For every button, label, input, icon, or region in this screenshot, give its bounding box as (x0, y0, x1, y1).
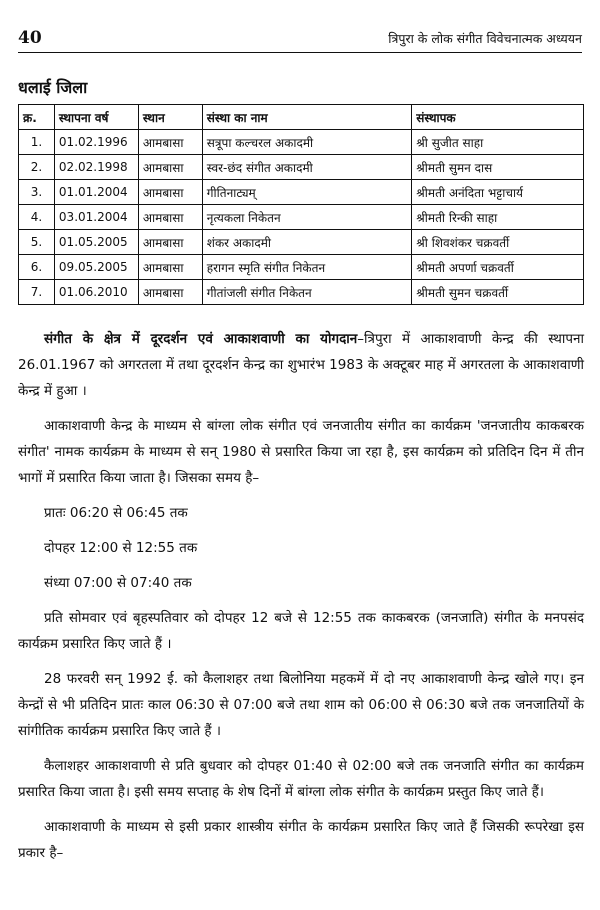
cell-institution: सत्रूपा कल्चरल अकादमी (202, 130, 412, 155)
col-place: स्थान (138, 105, 202, 130)
paragraph-text: –त्रिपुरा में आकाशवाणी केन्द्र की स्थापना 26.01.1967 को अगरतला में तथा दूरदर्शन केन्द्र का शुभारंभ 1983 के अक्टूबर माह में अगरतला के आकाशवाणी केन्द्र में हुआ । (18, 331, 584, 399)
schedule-noon: दोपहर 12:00 से 12:55 तक (44, 540, 198, 556)
table-row (19, 230, 584, 255)
cell-place: आमबासा (138, 205, 202, 230)
cell-place: आमबासा (138, 155, 202, 180)
schedule-morning: प्रातः 06:20 से 06:45 तक (44, 505, 188, 521)
cell-serial: 2. (19, 155, 55, 180)
table-row (19, 130, 584, 155)
cell-serial: 7. (19, 280, 55, 305)
col-serial: क्र. (19, 105, 55, 130)
cell-founder: श्रीमती सुमन दास (412, 155, 584, 180)
cell-serial: 5. (19, 230, 55, 255)
cell-founder: श्रीमती सुमन चक्रवर्ती (412, 280, 584, 305)
body-text (18, 326, 584, 875)
table-header-row (19, 105, 584, 130)
cell-serial: 1. (19, 130, 55, 155)
cell-place: आमबासा (138, 130, 202, 155)
cell-founder: श्री सुजीत साहा (412, 130, 584, 155)
table-row (19, 205, 584, 230)
cell-founder: श्रीमती अपर्णा चक्रवर्ती (412, 255, 584, 280)
cell-place: आमबासा (138, 280, 202, 305)
cell-serial: 4. (19, 205, 55, 230)
cell-place: आमबासा (138, 230, 202, 255)
page-number: 40 (18, 28, 42, 48)
cell-founder: श्रीमती रिन्की साहा (412, 205, 584, 230)
cell-serial: 3. (19, 180, 55, 205)
col-institution: संस्था का नाम (202, 105, 412, 130)
section-heading: संगीत के क्षेत्र में दूरदर्शन एवं आकाशवाणी का योगदान (44, 331, 358, 347)
schedule-evening: संध्या 07:00 से 07:40 तक (44, 575, 192, 591)
cell-established: 01.05.2005 (54, 230, 138, 255)
running-title: त्रिपुरा के लोक संगीत विवेचनात्मक अध्ययन (388, 31, 582, 46)
cell-serial: 6. (19, 255, 55, 280)
header-rule (18, 52, 582, 53)
paragraph: 28 फरवरी सन् 1992 ई. को कैलाशहर तथा बिलोनिया महकमें में दो नए आकाशवाणी केन्द्र खोले गए। इन केन्द्रों से भी प्रतिदिन प्रातः काल 06:30 से 07:00 बजे तथा शाम को 06:00 से 06:30 बजे तक जनजातियों के सांगीतिक कार्यक्रम प्रसारित किए जाते हैं । (18, 671, 584, 739)
cell-established: 03.01.2004 (54, 205, 138, 230)
paragraph (18, 326, 584, 404)
cell-founder: श्री शिवशंकर चक्रवर्ती (412, 230, 584, 255)
cell-institution: स्वर-छंद संगीत अकादमी (202, 155, 412, 180)
table-row (19, 155, 584, 180)
col-founder: संस्थापक (412, 105, 584, 130)
col-established: स्थापना वर्ष (54, 105, 138, 130)
cell-institution: शंकर अकादमी (202, 230, 412, 255)
district-heading: धलाई जिला (18, 78, 88, 97)
paragraph: आकाशवाणी के माध्यम से इसी प्रकार शास्त्रीय संगीत के कार्यक्रम प्रसारित किए जाते हैं जिसकी रूपरेखा इस प्रकार है– (18, 819, 584, 861)
cell-institution: हरागन स्मृति संगीत निकेतन (202, 255, 412, 280)
cell-place: आमबासा (138, 255, 202, 280)
cell-founder: श्रीमती अनंदिता भट्टाचार्य (412, 180, 584, 205)
table-row (19, 255, 584, 280)
table-row (19, 280, 584, 305)
cell-place: आमबासा (138, 180, 202, 205)
institutions-table (18, 104, 584, 305)
cell-established: 09.05.2005 (54, 255, 138, 280)
cell-institution: नृत्यकला निकेतन (202, 205, 412, 230)
cell-institution: गीतांजली संगीत निकेतन (202, 280, 412, 305)
cell-institution: गीतिनाट्यम् (202, 180, 412, 205)
paragraph: आकाशवाणी केन्द्र के माध्यम से बांग्ला लोक संगीत एवं जनजातीय संगीत का कार्यक्रम 'जनजातीय काकबरक संगीत' नामक कार्यक्रम के माध्यम से सन् 1980 से प्रसारित किया जा रहा है, इस कार्यक्रम को प्रतिदिन दिन में तीन भागों में प्रसारित किया जाता है। जिसका समय है– (18, 418, 584, 486)
cell-established: 01.01.2004 (54, 180, 138, 205)
cell-established: 01.02.1996 (54, 130, 138, 155)
cell-established: 01.06.2010 (54, 280, 138, 305)
paragraph: प्रति सोमवार एवं बृहस्पतिवार को दोपहर 12 बजे से 12:55 तक काकबरक (जनजाति) संगीत के मनपसंद कार्यक्रम प्रसारित किए जाते हैं । (18, 610, 584, 652)
paragraph: कैलाशहर आकाशवाणी से प्रति बुधवार को दोपहर 01:40 से 02:00 बजे तक जनजाति संगीत का कार्यक्रम प्रसारित किया जाता है। इसी समय सप्ताह के शेष दिनों में बांग्ला लोक संगीत के कार्यक्रम प्रस्तुत किए जाते हैं। (18, 758, 584, 800)
table-row (19, 180, 584, 205)
cell-established: 02.02.1998 (54, 155, 138, 180)
